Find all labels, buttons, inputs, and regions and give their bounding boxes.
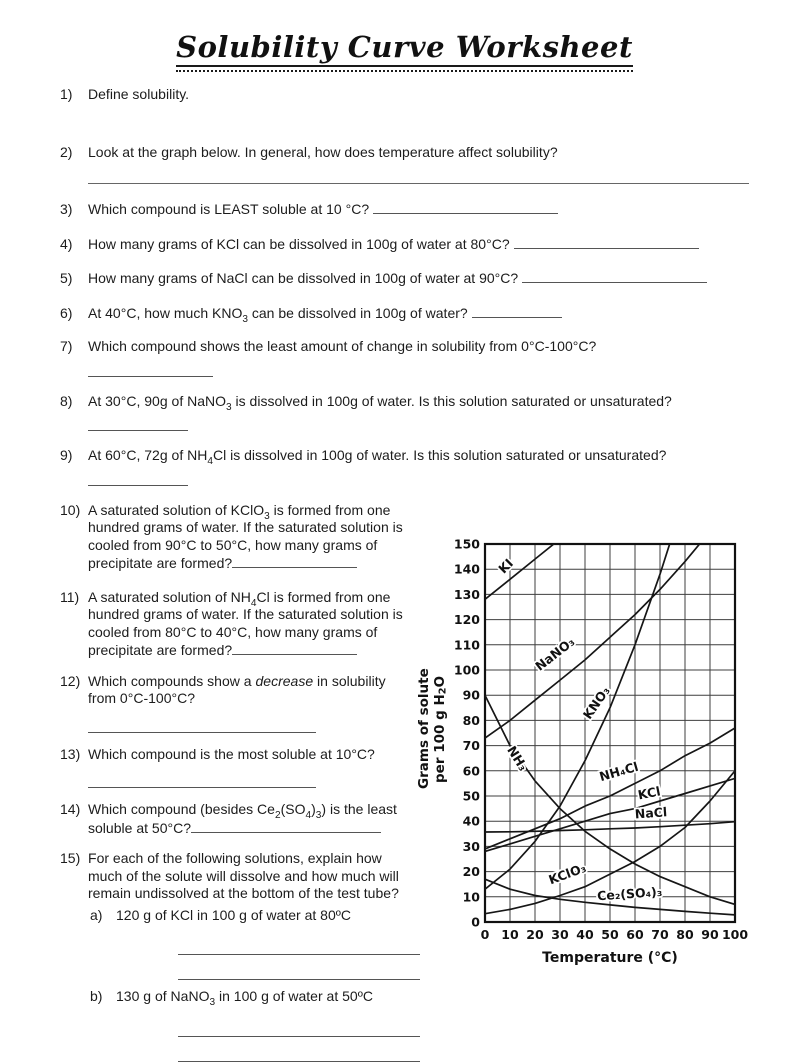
answer-blank-q2[interactable] <box>88 169 749 184</box>
svg-text:40: 40 <box>462 813 480 829</box>
svg-text:NaCl: NaCl <box>634 803 668 822</box>
question-number: 7) <box>60 338 73 354</box>
question-text: At 40°C, how much $KNO_3$ can be dissolved in 100g of water? <box>88 304 468 325</box>
solubility-chart <box>417 536 749 974</box>
svg-text:20: 20 <box>462 863 480 879</box>
answer-blank-q14[interactable] <box>191 819 381 833</box>
question-text: Which compound is LEAST soluble at 10 °C? <box>88 201 370 217</box>
question-number: 12) <box>60 672 81 689</box>
question-text: Which compound shows the least amount of change in solubility from 0°C-100°C? <box>88 338 597 354</box>
question-6 <box>60 304 749 323</box>
question-number: 3) <box>60 201 73 217</box>
svg-text:40: 40 <box>576 926 594 942</box>
svg-text:10: 10 <box>462 888 480 904</box>
svg-text:30: 30 <box>551 926 569 942</box>
sub-question-letter: a) <box>90 906 103 923</box>
question-text: For each of the following solutions, explain how much of the solute will dissolve and how much will remain undissolved at the bottom of the test tube? <box>88 850 399 901</box>
question-list <box>60 86 749 1062</box>
question-text: A saturated solution of KClO$_3$ is formed from one hundred grams of water. If the saturated solution is cooled from 90°C to 50°C, how many grams of precipitate are formed? <box>88 501 403 571</box>
question-text: At 30°C, 90g of NaNO$_3$ is dissolved in 100g of water. Is this solution saturated or unsaturated? <box>88 392 672 413</box>
question-text: How many grams of KCl can be dissolved in 100g of water at 80°C? <box>88 235 510 252</box>
y-axis-label <box>417 536 449 922</box>
question-5 <box>60 269 749 288</box>
svg-text:100: 100 <box>721 926 749 942</box>
svg-text:120: 120 <box>453 611 480 627</box>
sub-question-text: 130 g of NaNO$_3$ in 100 g of water at 50ºC <box>116 988 373 1008</box>
answer-blank-q15a-2[interactable] <box>178 961 420 980</box>
svg-text:90: 90 <box>701 926 719 942</box>
question-7 <box>60 338 749 377</box>
y-axis-label-line2: per 100 g $H_2O$ <box>432 674 449 783</box>
svg-text:80: 80 <box>462 712 480 728</box>
svg-text:70: 70 <box>651 926 669 942</box>
page-title-text: Solubility Curve Worksheet <box>176 30 633 67</box>
question-number: 6) <box>60 304 73 321</box>
question-4 <box>60 235 749 254</box>
svg-text:KNO₃: KNO₃ <box>579 683 613 722</box>
answer-blank-q10[interactable] <box>232 554 357 568</box>
chart-row <box>417 536 749 974</box>
question-text: At 60°C, 72g of $NH_4Cl$ is dissolved in 100g of water. Is this solution saturated or unsaturated? <box>88 447 667 467</box>
question-8 <box>60 393 749 432</box>
question-text: Which compound is the most soluble at 10°C? <box>88 745 375 762</box>
answer-blank-q12[interactable] <box>88 718 316 733</box>
svg-text:NH₄Cl: NH₄Cl <box>597 758 640 784</box>
answer-blank-q15b-2[interactable] <box>178 1043 420 1062</box>
svg-text:30: 30 <box>462 838 480 854</box>
answer-blank-q4[interactable] <box>514 235 699 249</box>
svg-text:20: 20 <box>526 926 544 942</box>
question-number: 1) <box>60 86 73 102</box>
answer-blank-q9[interactable] <box>88 471 188 486</box>
svg-text:60: 60 <box>626 926 644 942</box>
question-number: 10) <box>60 501 81 518</box>
svg-text:80: 80 <box>676 926 694 942</box>
question-number: 9) <box>60 447 73 463</box>
svg-text:100: 100 <box>453 662 480 677</box>
svg-text:KClO₃: KClO₃ <box>546 859 589 887</box>
svg-text:110: 110 <box>453 636 480 652</box>
solubility-chart-svg <box>449 536 749 974</box>
question-15b <box>90 988 749 1062</box>
question-9 <box>60 447 749 486</box>
svg-text:150: 150 <box>453 536 480 551</box>
question-number: 11) <box>60 588 80 605</box>
question-1 <box>60 86 749 104</box>
svg-text:90: 90 <box>462 687 480 703</box>
svg-text:KCl: KCl <box>636 782 662 802</box>
question-text: A saturated solution of $NH_4Cl$ is formed from one hundred grams of water. If the saturated solution is cooled from 80°C to 40°C, how many grams of precipitate are formed? <box>88 588 403 658</box>
answer-blank-q11[interactable] <box>232 641 357 655</box>
svg-text:130: 130 <box>453 586 480 602</box>
svg-text:50: 50 <box>462 788 480 803</box>
question-number: 4) <box>60 235 73 252</box>
svg-text:KI: KI <box>495 555 516 576</box>
svg-text:0: 0 <box>471 914 480 929</box>
page-title <box>60 30 749 72</box>
sub-question-text: 120 g of KCl in 100 g of water at 80ºC <box>116 906 351 923</box>
question-text: Which compounds show a decrease in solubility from 0°C-100°C? <box>88 672 386 706</box>
answer-blank-q5[interactable] <box>522 269 707 283</box>
question-number: 5) <box>60 270 73 286</box>
svg-text:140: 140 <box>453 561 480 577</box>
question-text: Which compound (besides $Ce_2(SO_4)_3$) is the least soluble at 50°C? <box>88 801 397 836</box>
svg-text:0: 0 <box>480 926 490 942</box>
svg-text:10: 10 <box>501 926 519 942</box>
svg-text:NaNO₃: NaNO₃ <box>532 633 578 674</box>
answer-blank-q3[interactable] <box>373 200 558 214</box>
sub-question-letter: b) <box>90 988 103 1004</box>
svg-text:50: 50 <box>601 926 619 942</box>
question-number: 15) <box>60 850 81 866</box>
question-number: 8) <box>60 392 73 409</box>
answer-blank-q15b-1[interactable] <box>178 1018 420 1037</box>
svg-text:70: 70 <box>462 737 480 753</box>
svg-text:Temperature (°C): Temperature (°C) <box>542 949 678 966</box>
svg-text:Ce₂(SO₄)₃: Ce₂(SO₄)₃ <box>596 883 663 903</box>
question-text: Look at the graph below. In general, how does temperature affect solubility? <box>88 143 558 160</box>
answer-blank-q8[interactable] <box>88 416 188 431</box>
answer-blank-q15a-1[interactable] <box>178 936 420 955</box>
answer-blank-q6[interactable] <box>472 304 562 318</box>
question-text: How many grams of NaCl can be dissolved in 100g of water at 90°C? <box>88 270 519 286</box>
answer-blank-q13[interactable] <box>88 773 316 788</box>
y-axis-label-line1: Grams of solute <box>416 668 433 789</box>
question-2 <box>60 144 749 185</box>
question-number: 2) <box>60 143 73 160</box>
answer-blank-q7[interactable] <box>88 362 213 377</box>
question-number: 13) <box>60 745 81 762</box>
question-text: Define solubility. <box>88 86 190 102</box>
svg-text:NH₃: NH₃ <box>504 742 531 773</box>
question-3 <box>60 200 749 219</box>
question-number: 14) <box>60 801 81 817</box>
svg-text:60: 60 <box>462 762 480 778</box>
